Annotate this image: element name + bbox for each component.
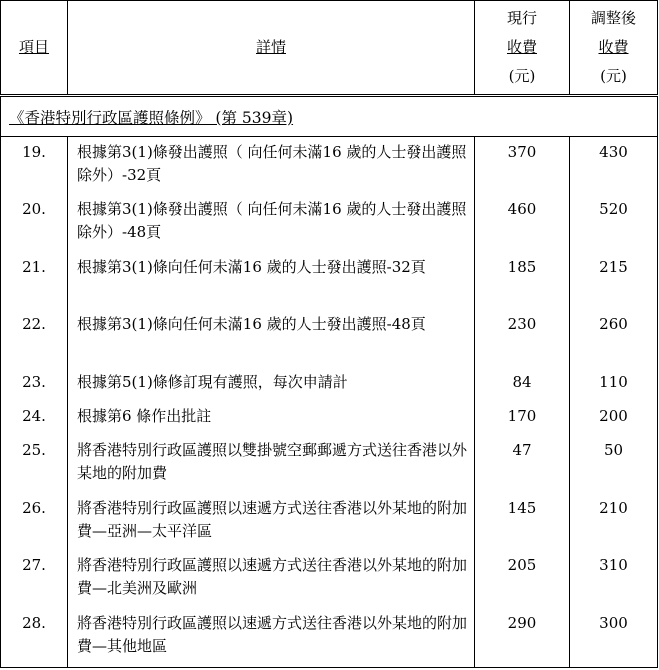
table-row (1, 493, 658, 550)
table-row (1, 435, 658, 493)
adjusted-fee: 110 (570, 367, 658, 401)
item-detail: 將香港特別行政區護照以速遞方式送往香港以外某地的附加費—亞洲—太平洋區 (68, 493, 475, 550)
section-row (1, 96, 658, 137)
item-detail: 根據第3(1)條發出護照（ 向任何未滿16 歲的人士發出護照除外）-48頁 (68, 194, 475, 252)
item-detail: 根據第3(1)條發出護照（ 向任何未滿16 歲的人士發出護照除外）-32頁 (68, 137, 475, 194)
item-number: 19. (1, 137, 68, 194)
current-fee: 47 (475, 435, 570, 493)
table-row (1, 401, 658, 435)
header-item: 項目 (1, 1, 68, 96)
table-row (1, 309, 658, 367)
header-adjusted-line2: 收費 (598, 38, 629, 56)
adjusted-fee: 300 (570, 608, 658, 668)
item-detail: 根據第3(1)條向任何未滿16 歲的人士發出護照-48頁 (68, 309, 475, 367)
current-fee: 370 (475, 137, 570, 194)
item-number: 26. (1, 493, 68, 550)
adjusted-fee: 50 (570, 435, 658, 493)
current-fee: 170 (475, 401, 570, 435)
header-row (1, 1, 658, 96)
item-detail: 根據第6 條作出批註 (68, 401, 475, 435)
current-fee: 460 (475, 194, 570, 252)
table-row (1, 608, 658, 668)
header-details: 詳情 (68, 1, 475, 96)
adjusted-fee: 215 (570, 252, 658, 309)
adjusted-fee: 310 (570, 550, 658, 608)
adjusted-fee: 430 (570, 137, 658, 194)
item-detail: 根據第5(1)條修訂現有護照，每次申請計 (68, 367, 475, 401)
table-row (1, 137, 658, 194)
item-number: 27. (1, 550, 68, 608)
adjusted-fee: 520 (570, 194, 658, 252)
adjusted-fee: 200 (570, 401, 658, 435)
item-number: 28. (1, 608, 68, 668)
table-row (1, 550, 658, 608)
header-current-fee (475, 1, 570, 96)
current-fee: 145 (475, 493, 570, 550)
item-number: 23. (1, 367, 68, 401)
adjusted-fee: 210 (570, 493, 658, 550)
item-detail: 根據第3(1)條向任何未滿16 歲的人士發出護照-32頁 (68, 252, 475, 309)
current-fee: 84 (475, 367, 570, 401)
current-fee: 185 (475, 252, 570, 309)
header-current-line1: 現行 (506, 9, 537, 27)
header-adjusted-line3: (元) (600, 67, 627, 85)
item-detail: 將香港特別行政區護照以速遞方式送往香港以外某地的附加費—其他地區 (68, 608, 475, 668)
adjusted-fee: 260 (570, 309, 658, 367)
header-adjusted-line1: 調整後 (590, 9, 636, 27)
item-detail: 將香港特別行政區護照以速遞方式送往香港以外某地的附加費—北美洲及歐洲 (68, 550, 475, 608)
current-fee: 290 (475, 608, 570, 668)
header-current-line3: (元) (508, 67, 536, 85)
section-title: 《香港特別行政區護照條例》 (第 539章) (1, 96, 658, 137)
table-row (1, 194, 658, 252)
item-number: 20. (1, 194, 68, 252)
item-number: 21. (1, 252, 68, 309)
header-current-line2: 收費 (506, 38, 537, 56)
item-number: 22. (1, 309, 68, 367)
item-number: 24. (1, 401, 68, 435)
table-row (1, 367, 658, 401)
header-adjusted-fee (570, 1, 658, 96)
current-fee: 230 (475, 309, 570, 367)
current-fee: 205 (475, 550, 570, 608)
item-number: 25. (1, 435, 68, 493)
item-detail: 將香港特別行政區護照以雙掛號空郵郵遞方式送往香港以外某地的附加費 (68, 435, 475, 493)
table-row (1, 252, 658, 309)
